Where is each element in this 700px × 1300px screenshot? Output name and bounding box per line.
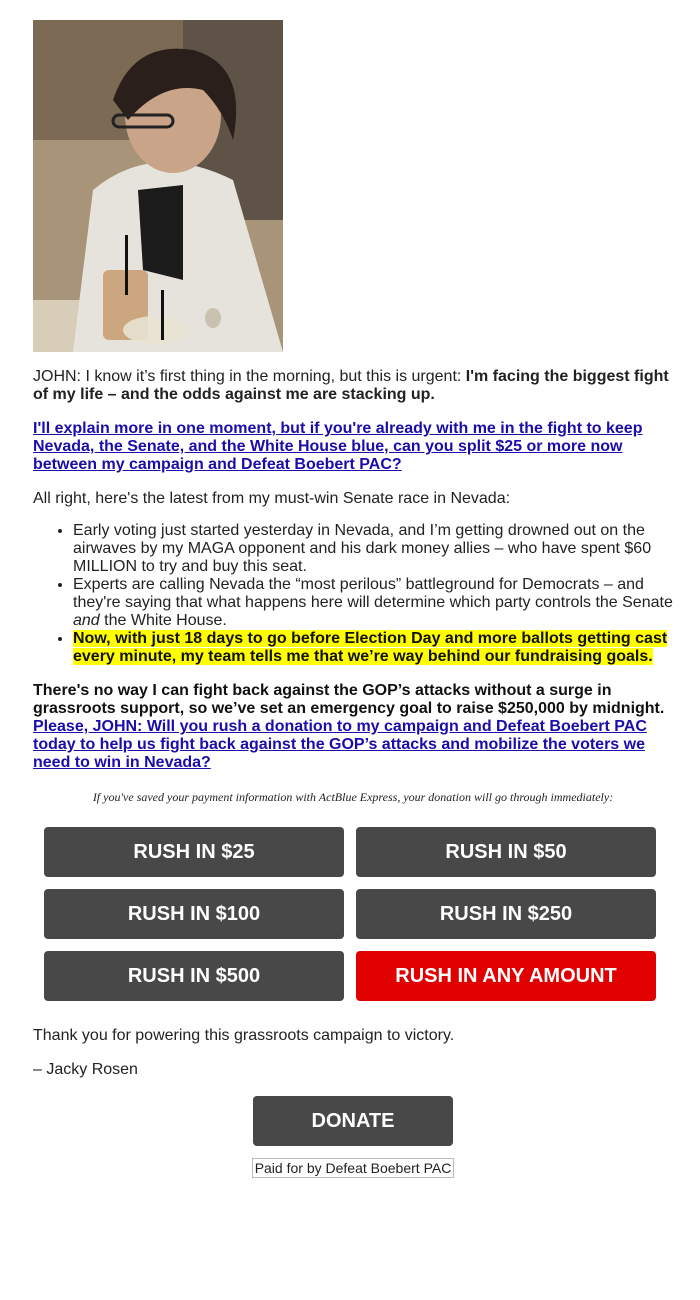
donation-button-grid bbox=[44, 827, 656, 1001]
bullet2-end: the White House. bbox=[99, 612, 227, 629]
candidate-photo bbox=[33, 20, 283, 352]
ask-paragraph bbox=[33, 718, 673, 772]
rush-any-amount-button[interactable]: RUSH IN ANY AMOUNT bbox=[356, 951, 656, 1001]
donate-button[interactable]: DONATE bbox=[253, 1096, 453, 1146]
split-donation-link[interactable]: I'll explain more in one moment, but if you're already with me in the fight to keep Nevada, the Senate, and the White House blue, can you split $25 or more now between my campaign and Defeat Boebert PAC? bbox=[33, 420, 643, 473]
rush-50-button[interactable]: RUSH IN $50 bbox=[356, 827, 656, 877]
intro-greeting: JOHN: I know it’s first thing in the morning, but this is urgent: bbox=[33, 368, 466, 385]
list-item bbox=[73, 576, 673, 630]
intro-paragraph bbox=[33, 368, 673, 404]
intro-bold: I'm facing the biggest fight of my life – and the odds against me are stacking up. bbox=[33, 368, 669, 403]
rush-500-button[interactable]: RUSH IN $500 bbox=[44, 951, 344, 1001]
split-link-paragraph bbox=[33, 420, 673, 474]
rush-250-button[interactable]: RUSH IN $250 bbox=[356, 889, 656, 939]
highlighted-text: Now, with just 18 days to go before Election Day and more ballots getting cast every minute, my team tells me that we’re way behind our fundraising goals. bbox=[73, 630, 668, 665]
update-list bbox=[33, 522, 673, 666]
thanks-paragraph: Thank you for powering this grassroots campaign to victory. bbox=[33, 1027, 455, 1044]
paid-for-disclaimer: Paid for by Defeat Boebert PAC bbox=[252, 1158, 455, 1178]
signature: – Jacky Rosen bbox=[33, 1061, 138, 1078]
bullet2-emphasis: and bbox=[73, 612, 100, 629]
actblue-note: If you've saved your payment information with ActBlue Express, your donation will go through immediately: bbox=[92, 790, 614, 804]
list-item bbox=[73, 630, 673, 666]
rush-25-button[interactable]: RUSH IN $25 bbox=[44, 827, 344, 877]
bullet2-text: Experts are calling Nevada the “most perilous” battleground for Democrats – and they're saying that what happens here will determine which party controls the Senate bbox=[73, 576, 673, 611]
rush-donation-link[interactable]: Please, JOHN: Will you rush a donation to my campaign and Defeat Boebert PAC today to help us fight back against the GOP’s attacks and mobilize the voters we need to win in Nevada? bbox=[33, 718, 647, 771]
emergency-goal-paragraph: There's no way I can fight back against the GOP’s attacks without a surge in grassroots support, so we’ve set an emergency goal to raise $250,000 by midnight. bbox=[33, 682, 665, 717]
email-body bbox=[33, 20, 673, 1178]
rush-100-button[interactable]: RUSH IN $100 bbox=[44, 889, 344, 939]
list-item: • Early voting just started yesterday in Nevada, and I’m getting drowned out on the airwaves by my MAGA opponent and his dark money allies – who have spent $60 MILLION to try and buy this seat. bbox=[73, 522, 673, 576]
latest-paragraph: All right, here's the latest from my must-win Senate race in Nevada: bbox=[33, 490, 511, 507]
